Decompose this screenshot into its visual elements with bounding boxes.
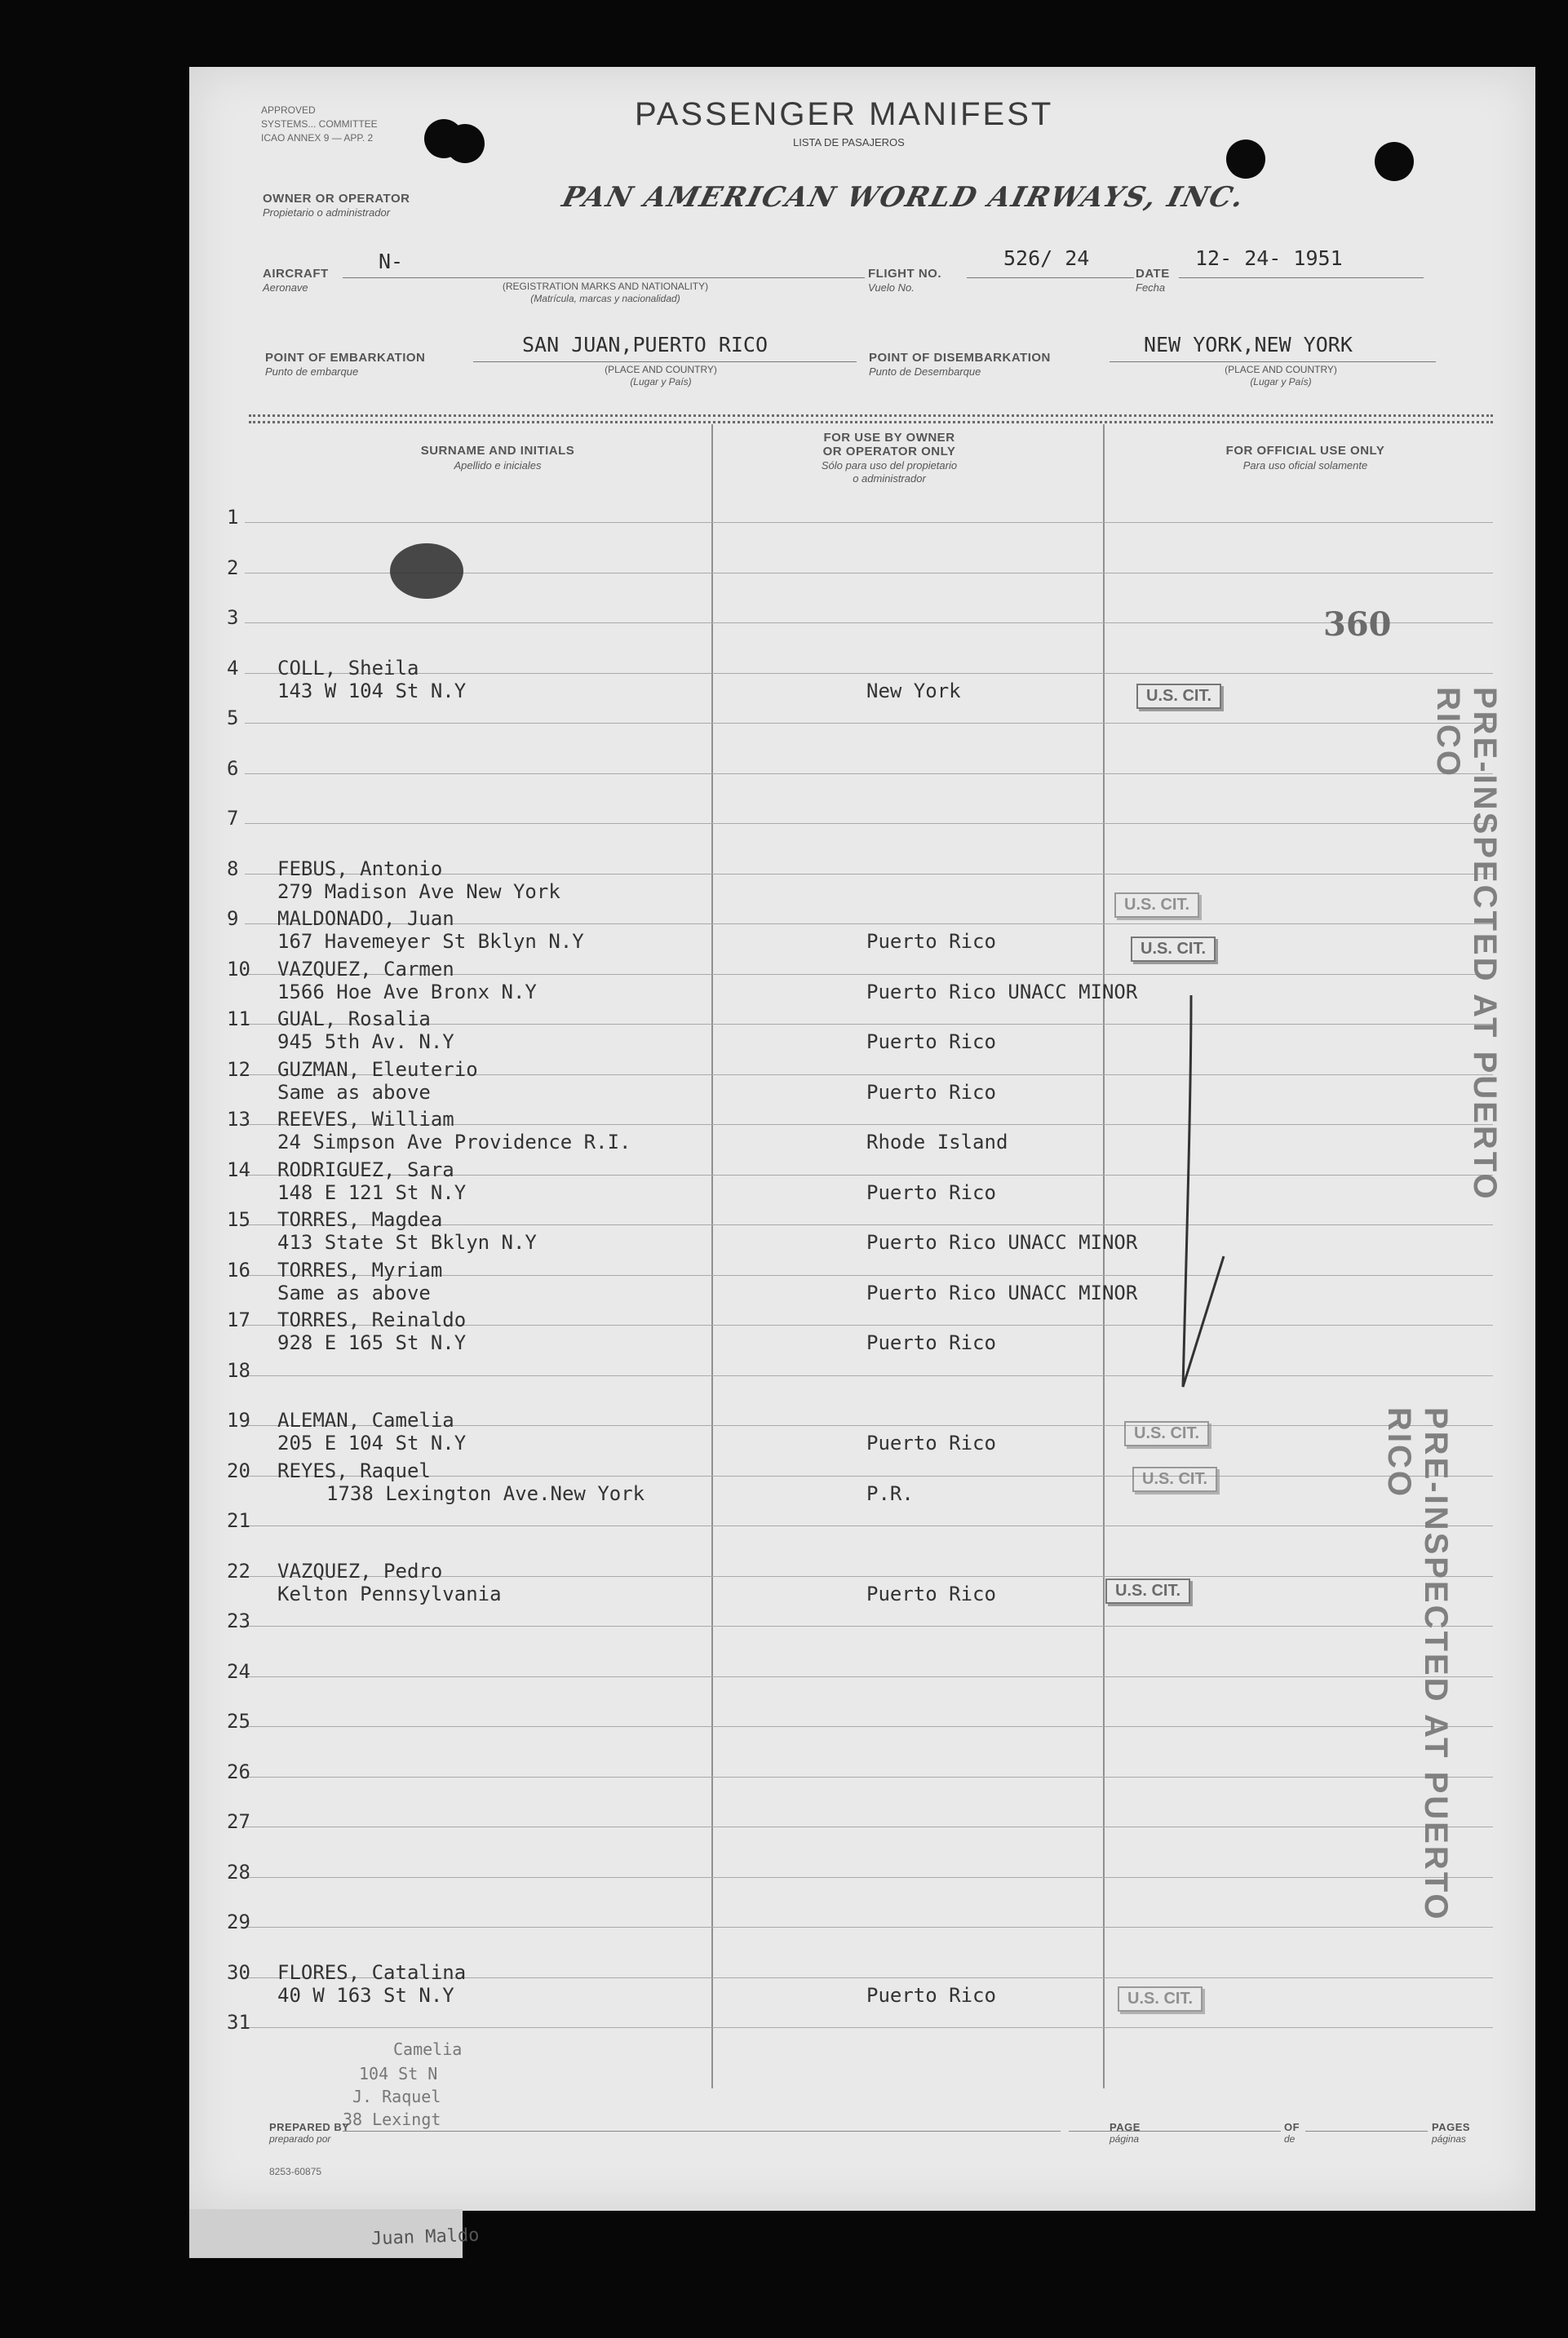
of-label-es: de: [1284, 2133, 1296, 2145]
passenger-address: 1566 Hoe Ave Bronx N.Y: [277, 981, 537, 1003]
passenger-name: TORRES, Reinaldo: [277, 1308, 467, 1331]
bottom-handwriting: Juan Maldo: [370, 2225, 480, 2250]
row-number: 12: [227, 1058, 250, 1081]
row31-faint-line-4: 38 Lexingt: [343, 2110, 441, 2129]
owner-label: OWNER OR OPERATOR: [263, 192, 410, 206]
owner-label-es: Propietario o administrador: [263, 206, 391, 219]
prepared-underline: [343, 2131, 1061, 2132]
row-number: 8: [227, 857, 239, 880]
passenger-remark: Puerto Rico: [866, 1081, 996, 1104]
row-rule: [245, 622, 1493, 623]
row-number: 25: [227, 1710, 250, 1733]
passenger-name: VAZQUEZ, Pedro: [277, 1560, 443, 1583]
flight-value: 526/ 24: [1003, 246, 1090, 270]
page-label: PAGE: [1110, 2121, 1141, 2133]
page-subtitle: LISTA DE PASAJEROS: [793, 136, 905, 148]
approval-line-3: ICAO ANNEX 9 — APP. 2: [261, 132, 374, 144]
col1-header: SURNAME AND INITIALS: [420, 444, 575, 458]
row-number: 18: [227, 1359, 250, 1382]
row-rule: [245, 823, 1493, 824]
passenger-remark: Puerto Rico: [866, 1331, 996, 1354]
passenger-name: REEVES, William: [277, 1108, 454, 1131]
row-number: 6: [227, 757, 239, 780]
aircraft-value: N-: [379, 250, 404, 273]
row-rule: [245, 522, 1493, 523]
col2-header-1: FOR USE BY OWNER: [823, 431, 955, 445]
embark-label-es: Punto de embarque: [265, 365, 359, 378]
row-number: 24: [227, 1660, 250, 1683]
row-number: 19: [227, 1409, 250, 1432]
col-divider-1: [711, 424, 713, 2088]
row-rule: [245, 1927, 1493, 1928]
handwritten-bracket-mark: [1158, 987, 1240, 1395]
pages-label: PAGES: [1432, 2121, 1471, 2133]
row-number: 5: [227, 706, 239, 729]
row31-faint-line-1: Camelia: [393, 2039, 463, 2059]
us-cit-stamp-row30: U.S. CIT.: [1118, 1986, 1203, 2012]
col3-header-es: Para uso oficial solamente: [1242, 459, 1368, 472]
disembark-underline: [1110, 361, 1436, 362]
row-number: 17: [227, 1308, 250, 1331]
row-number: 27: [227, 1810, 250, 1833]
aircraft-underline: [343, 277, 865, 278]
row-number: 20: [227, 1459, 250, 1482]
row31-faint-line-2: 104 St N: [359, 2064, 438, 2083]
passenger-address: 945 5th Av. N.Y: [277, 1030, 454, 1053]
embark-place-caption-es: (Lugar y País): [630, 376, 692, 387]
pre-inspected-stamp-upper: PRE-INSPECTED AT PUERTO RICO: [1430, 687, 1503, 1202]
passenger-address: Same as above: [277, 1282, 431, 1304]
row-number: 10: [227, 958, 250, 981]
passenger-remark: Puerto Rico: [866, 1030, 996, 1053]
row-rule: [245, 1877, 1493, 1878]
pre-inspected-stamp-lower: PRE-INSPECTED AT PUERTO RICO: [1381, 1407, 1454, 1922]
passenger-name: TORRES, Myriam: [277, 1259, 443, 1282]
row-rule: [245, 1626, 1493, 1627]
flight-label: FLIGHT NO.: [868, 267, 941, 281]
approval-line-2: SYSTEMS... COMMITTEE: [261, 118, 378, 130]
punch-hole-right-1: [1226, 139, 1265, 179]
passenger-name: FLORES, Catalina: [277, 1961, 467, 1984]
row-number: 2: [227, 556, 239, 579]
disembark-place-caption-es: (Lugar y País): [1250, 376, 1312, 387]
passenger-address: Kelton Pennsylvania: [277, 1583, 502, 1605]
row-rule: [245, 773, 1493, 774]
row-rule: [245, 723, 1493, 724]
col2-header-es-2: o administrador: [853, 472, 926, 485]
header-divider-2: [249, 421, 1493, 423]
passenger-remark: Puerto Rico: [866, 1984, 996, 2007]
disembark-value: NEW YORK,NEW YORK: [1144, 333, 1353, 356]
page-label-es: página: [1110, 2133, 1140, 2145]
us-cit-stamp-row19: U.S. CIT.: [1124, 1421, 1209, 1446]
passenger-name: REYES, Raquel: [277, 1459, 431, 1482]
date-value: 12- 24- 1951: [1195, 246, 1343, 270]
row-number: 11: [227, 1007, 250, 1030]
us-cit-stamp-row4: U.S. CIT.: [1136, 684, 1221, 709]
row-rule: [245, 1676, 1493, 1677]
row-number: 26: [227, 1760, 250, 1783]
disembark-label: POINT OF DISEMBARKATION: [869, 351, 1051, 365]
aircraft-label-es: Aeronave: [263, 281, 308, 294]
header-divider-1: [249, 414, 1493, 417]
pages-label-es: páginas: [1432, 2133, 1467, 2145]
passenger-address: 1738 Lexington Ave.New York: [326, 1482, 645, 1505]
passenger-address: 24 Simpson Ave Providence R.I.: [277, 1131, 631, 1154]
passenger-address: 928 E 165 St N.Y: [277, 1331, 467, 1354]
us-cit-stamp-row20: U.S. CIT.: [1132, 1467, 1217, 1492]
row-number: 30: [227, 1961, 250, 1984]
passenger-address: 143 W 104 St N.Y: [277, 680, 467, 702]
passenger-address: 148 E 121 St N.Y: [277, 1181, 467, 1204]
row-number: 31: [227, 2011, 250, 2034]
passenger-remark: Puerto Rico: [866, 1583, 996, 1605]
passenger-name: MALDONADO, Juan: [277, 907, 454, 930]
passenger-remark: Rhode Island: [866, 1131, 1008, 1154]
passenger-remark: P.R.: [866, 1482, 914, 1505]
row-rule: [245, 1476, 1493, 1477]
passenger-remark: Puerto Rico UNACC MINOR: [866, 1231, 1138, 1254]
row-rule: [245, 2027, 1493, 2028]
passenger-name: ALEMAN, Camelia: [277, 1409, 454, 1432]
stamped-number: 360: [1323, 605, 1392, 644]
disembark-label-es: Punto de Desembarque: [869, 365, 981, 378]
row-number: 7: [227, 807, 239, 830]
col1-header-es: Apellido e iniciales: [454, 459, 542, 472]
registration-caption-es: (Matrícula, marcas y nacionalidad): [530, 293, 680, 304]
col2-header-2: OR OPERATOR ONLY: [822, 445, 956, 458]
flight-label-es: Vuelo No.: [868, 281, 915, 294]
row-number: 3: [227, 606, 239, 629]
us-cit-stamp-row9: U.S. CIT.: [1131, 937, 1216, 962]
passenger-name: RODRIGUEZ, Sara: [277, 1158, 454, 1181]
row-number: 29: [227, 1911, 250, 1933]
page-underline: [1069, 2131, 1281, 2132]
row-rule: [245, 1726, 1493, 1727]
date-label-es: Fecha: [1136, 281, 1166, 294]
embark-underline: [473, 361, 857, 362]
punch-hole-left-2: [445, 124, 485, 163]
passenger-name: GUZMAN, Eleuterio: [277, 1058, 478, 1081]
row-number: 14: [227, 1158, 250, 1181]
airline-name: PAN AMERICAN WORLD AIRWAYS, INC.: [559, 181, 1249, 214]
passenger-remark: Puerto Rico: [866, 1432, 996, 1455]
passenger-remark: Puerto Rico: [866, 930, 996, 953]
aircraft-label: AIRCRAFT: [263, 267, 329, 281]
row-rule: [245, 1525, 1493, 1526]
disembark-place-caption: (PLACE AND COUNTRY): [1225, 364, 1337, 375]
passenger-address: 167 Havemeyer St Bklyn N.Y: [277, 930, 584, 953]
form-number: 8253-60875: [269, 2166, 322, 2177]
row-number: 9: [227, 907, 239, 930]
passenger-name: TORRES, Magdea: [277, 1208, 443, 1231]
row-number: 4: [227, 657, 239, 680]
row-number: 13: [227, 1108, 250, 1131]
passenger-remark: New York: [866, 680, 961, 702]
ink-smudge: [382, 534, 472, 608]
row-number: 1: [227, 506, 239, 529]
passenger-name: VAZQUEZ, Carmen: [277, 958, 454, 981]
col-divider-2: [1103, 424, 1105, 2088]
row-number: 28: [227, 1861, 250, 1884]
passenger-address: 279 Madison Ave New York: [277, 880, 560, 903]
prepared-label: PREPARED BY: [269, 2121, 350, 2133]
embark-place-caption: (PLACE AND COUNTRY): [605, 364, 717, 375]
row-rule: [245, 1375, 1493, 1376]
date-underline: [1179, 277, 1424, 278]
row-number: 22: [227, 1560, 250, 1583]
approval-line-1: APPROVED: [261, 104, 316, 116]
row-number: 16: [227, 1259, 250, 1282]
embark-value: SAN JUAN,PUERTO RICO: [522, 333, 768, 356]
row-number: 15: [227, 1208, 250, 1231]
passenger-remark: Puerto Rico UNACC MINOR: [866, 1282, 1138, 1304]
of-label: OF: [1284, 2121, 1300, 2133]
date-label: DATE: [1136, 267, 1170, 281]
row-number: 21: [227, 1509, 250, 1532]
passenger-address: Same as above: [277, 1081, 431, 1104]
row-rule: [245, 1777, 1493, 1778]
us-cit-stamp-row22: U.S. CIT.: [1105, 1579, 1190, 1604]
punch-hole-right-2: [1375, 142, 1414, 181]
row-number: 23: [227, 1610, 250, 1632]
passenger-name: FEBUS, Antonio: [277, 857, 443, 880]
flight-underline: [967, 277, 1134, 278]
passenger-address: 413 State St Bklyn N.Y: [277, 1231, 537, 1254]
embark-label: POINT OF EMBARKATION: [265, 351, 426, 365]
row31-faint-line-3: J. Raquel: [352, 2087, 441, 2106]
passenger-address: 205 E 104 St N.Y: [277, 1432, 467, 1455]
of-underline: [1305, 2131, 1428, 2132]
passenger-remark: Puerto Rico UNACC MINOR: [866, 981, 1138, 1003]
registration-caption: (REGISTRATION MARKS AND NATIONALITY): [502, 281, 709, 292]
us-cit-stamp-row8: U.S. CIT.: [1114, 892, 1199, 918]
row-rule: [245, 673, 1493, 674]
col3-header: FOR OFFICIAL USE ONLY: [1225, 444, 1385, 458]
row-rule: [245, 1024, 1493, 1025]
passenger-name: COLL, Sheila: [277, 657, 419, 680]
passenger-address: 40 W 163 St N.Y: [277, 1984, 454, 2007]
page-title: PASSENGER MANIFEST: [635, 96, 1054, 132]
passenger-remark: Puerto Rico: [866, 1181, 996, 1204]
col2-header-es-1: Sólo para uso del propietario: [821, 459, 958, 472]
prepared-label-es: preparado por: [269, 2133, 331, 2145]
passenger-name: GUAL, Rosalia: [277, 1007, 431, 1030]
